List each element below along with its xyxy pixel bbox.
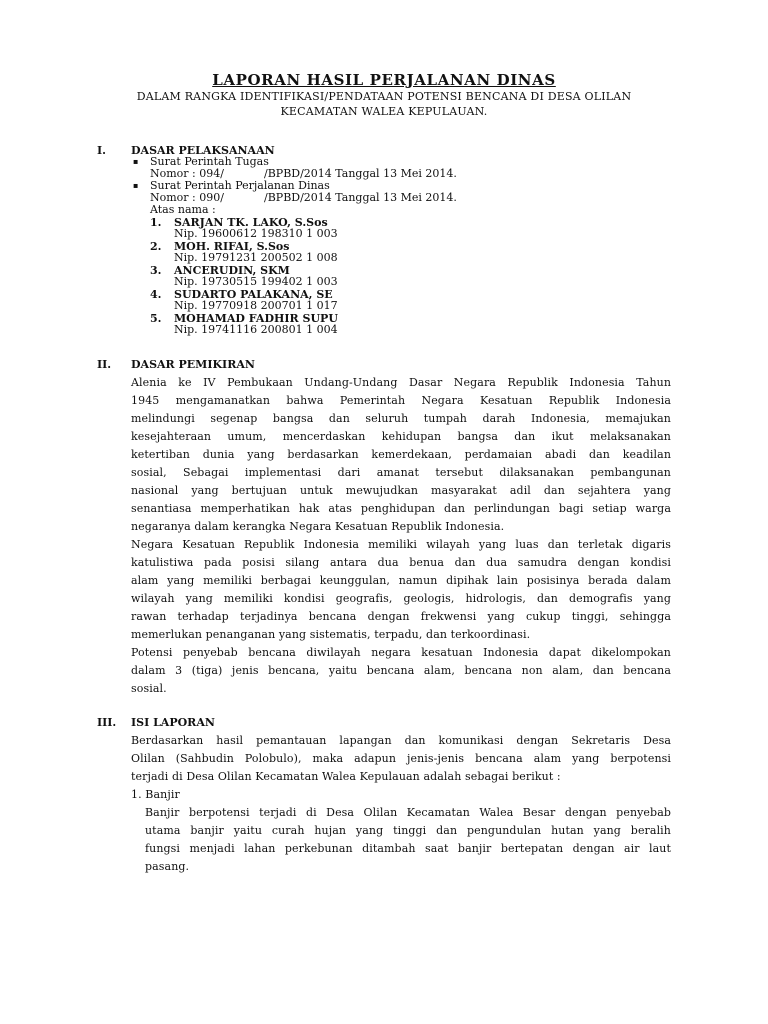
person-name: ANCERUDIN, SKM xyxy=(174,264,290,277)
document-subtitle xyxy=(110,89,658,119)
person-nip: Nip. 19741116 200801 1 004 xyxy=(174,323,338,336)
text-line: sosial. xyxy=(131,682,167,695)
dasar-pemikiran-paragraph-2 xyxy=(131,536,671,644)
nomor-label-2: Nomor : 090/ xyxy=(150,191,224,204)
text-line: 1945 mengamanatkan bahwa Pemerintah Negara Kesatuan Republik Indonesia xyxy=(131,394,671,407)
text-line: nasional yang bertujuan untuk mewujudkan masyarakat adil dan sejahtera yang xyxy=(131,484,671,497)
text-line: fungsi menjadi lahan perkebunan ditambah saat banjir bertepatan dengan air laut xyxy=(145,842,671,855)
text-line: senantiasa memperhatikan hak atas penghidupan dan perlindungan bagi setiap warga xyxy=(131,502,671,515)
person-name: MOH. RIFAI, S.Sos xyxy=(174,240,290,253)
section-3-heading: ISI LAPORAN xyxy=(131,716,215,729)
isi-laporan-paragraph xyxy=(131,732,671,786)
text-line: katulistiwa pada posisi silang antara dua benua dan dua samudra dengan kondisi xyxy=(131,556,671,569)
bullet-icon: ▪ xyxy=(133,157,139,166)
dasar-pemikiran-paragraph-3 xyxy=(131,644,671,698)
section-1-heading: DASAR PELAKSANAAN xyxy=(131,144,275,157)
text-line: pasang. xyxy=(145,860,190,873)
text-line: ketertiban dunia yang berdasarkan kemerdekaan, perdamaian abadi dan keadilan xyxy=(131,448,671,461)
bullet-icon: ▪ xyxy=(133,181,139,190)
person-nip: Nip. 19770918 200701 1 017 xyxy=(174,299,338,312)
text-line: memerlukan penanganan yang sistematis, terpadu, dan terkoordinasi. xyxy=(131,628,531,641)
subtitle-line-1: DALAM RANGKA IDENTIFIKASI/PENDATAAN POTENSI BENCANA DI DESA OLILAN xyxy=(136,90,632,103)
banjir-subheading xyxy=(131,786,671,804)
text-line: Banjir berpotensi terjadi di Desa Olilan Kecamatan Walea Besar dengan penyebab xyxy=(145,806,671,819)
text-line: dalam 3 (tiga) jenis bencana, yaitu bencana alam, bencana non alam, dan bencana xyxy=(131,664,671,677)
nomor-rest-1: /BPBD/2014 Tanggal 13 Mei 2014. xyxy=(264,167,457,180)
nomor-rest-2: /BPBD/2014 Tanggal 13 Mei 2014. xyxy=(264,191,457,204)
surat-perintah-perjalanan-dinas: Surat Perintah Perjalanan Dinas xyxy=(150,179,330,192)
section-3-number: III. xyxy=(97,716,117,729)
text-line: melindungi segenap bangsa dan seluruh tumpah darah Indonesia, memajukan xyxy=(131,412,671,425)
nomor-label-1: Nomor : 094/ xyxy=(150,167,224,180)
banjir-paragraph xyxy=(145,804,671,876)
document-title: LAPORAN HASIL PERJALANAN DINAS xyxy=(212,71,556,89)
text-line: 1. Banjir xyxy=(131,788,180,801)
text-line: kesejahteraan umum, mencerdaskan kehidupan bangsa dan ikut melaksanakan xyxy=(131,430,671,443)
text-line: terjadi di Desa Olilan Kecamatan Walea Kepulauan adalah sebagai berikut : xyxy=(131,770,561,783)
text-line: utama banjir yaitu curah hujan yang tinggi dan pengundulan hutan yang beralih xyxy=(145,824,671,837)
text-line: negaranya dalam kerangka Negara Kesatuan Republik Indonesia. xyxy=(131,520,505,533)
text-line: Olilan (Sahbudin Polobulo), maka adapun jenis-jenis bencana alam yang berpotensi xyxy=(131,752,671,765)
person-number: 4. xyxy=(150,288,162,301)
person-number: 2. xyxy=(150,240,162,253)
person-number: 3. xyxy=(150,264,162,277)
text-line: Potensi penyebab bencana diwilayah negara kesatuan Indonesia dapat dikelompokan xyxy=(131,646,671,659)
atas-nama: Atas nama : xyxy=(150,203,216,216)
text-line: alam yang memiliki berbagai keunggulan, namun dipihak lain posisinya berada dalam xyxy=(131,574,671,587)
person-name: SARJAN TK. LAKO, S.Sos xyxy=(174,216,328,229)
person-number: 1. xyxy=(150,216,162,229)
person-nip: Nip. 19791231 200502 1 008 xyxy=(174,251,338,264)
section-2-heading: DASAR PEMIKIRAN xyxy=(131,358,255,371)
section-2-number: II. xyxy=(97,358,112,371)
text-line: sosial, Sebagai implementasi dari amanat tersebut dilaksanakan pembangunan xyxy=(131,466,671,479)
person-nip: Nip. 19730515 199402 1 003 xyxy=(174,275,338,288)
dasar-pemikiran-paragraph-1 xyxy=(131,374,671,536)
text-line: Negara Kesatuan Republik Indonesia memiliki wilayah yang luas dan terletak digaris xyxy=(131,538,671,551)
person-name: SUDARTO PALAKANA, SE xyxy=(174,288,333,301)
person-nip: Nip. 19600612 198310 1 003 xyxy=(174,227,338,240)
person-name: MOHAMAD FADHIR SUPU xyxy=(174,312,338,325)
text-line: Alenia ke IV Pembukaan Undang-Undang Dasar Negara Republik Indonesia Tahun xyxy=(131,376,671,389)
text-line: Berdasarkan hasil pemantauan lapangan dan komunikasi dengan Sekretaris Desa xyxy=(131,734,671,747)
text-line: rawan terhadap terjadinya bencana dengan frekwensi yang cukup tinggi, sehingga xyxy=(131,610,671,623)
text-line: wilayah yang memiliki kondisi geografis, geologis, hidrologis, dan demografis yang xyxy=(131,592,671,605)
subtitle-line-2: KECAMATAN WALEA KEPULAUAN. xyxy=(280,105,488,118)
surat-perintah-tugas: Surat Perintah Tugas xyxy=(150,155,269,168)
person-number: 5. xyxy=(150,312,162,325)
section-1-number: I. xyxy=(97,144,106,157)
